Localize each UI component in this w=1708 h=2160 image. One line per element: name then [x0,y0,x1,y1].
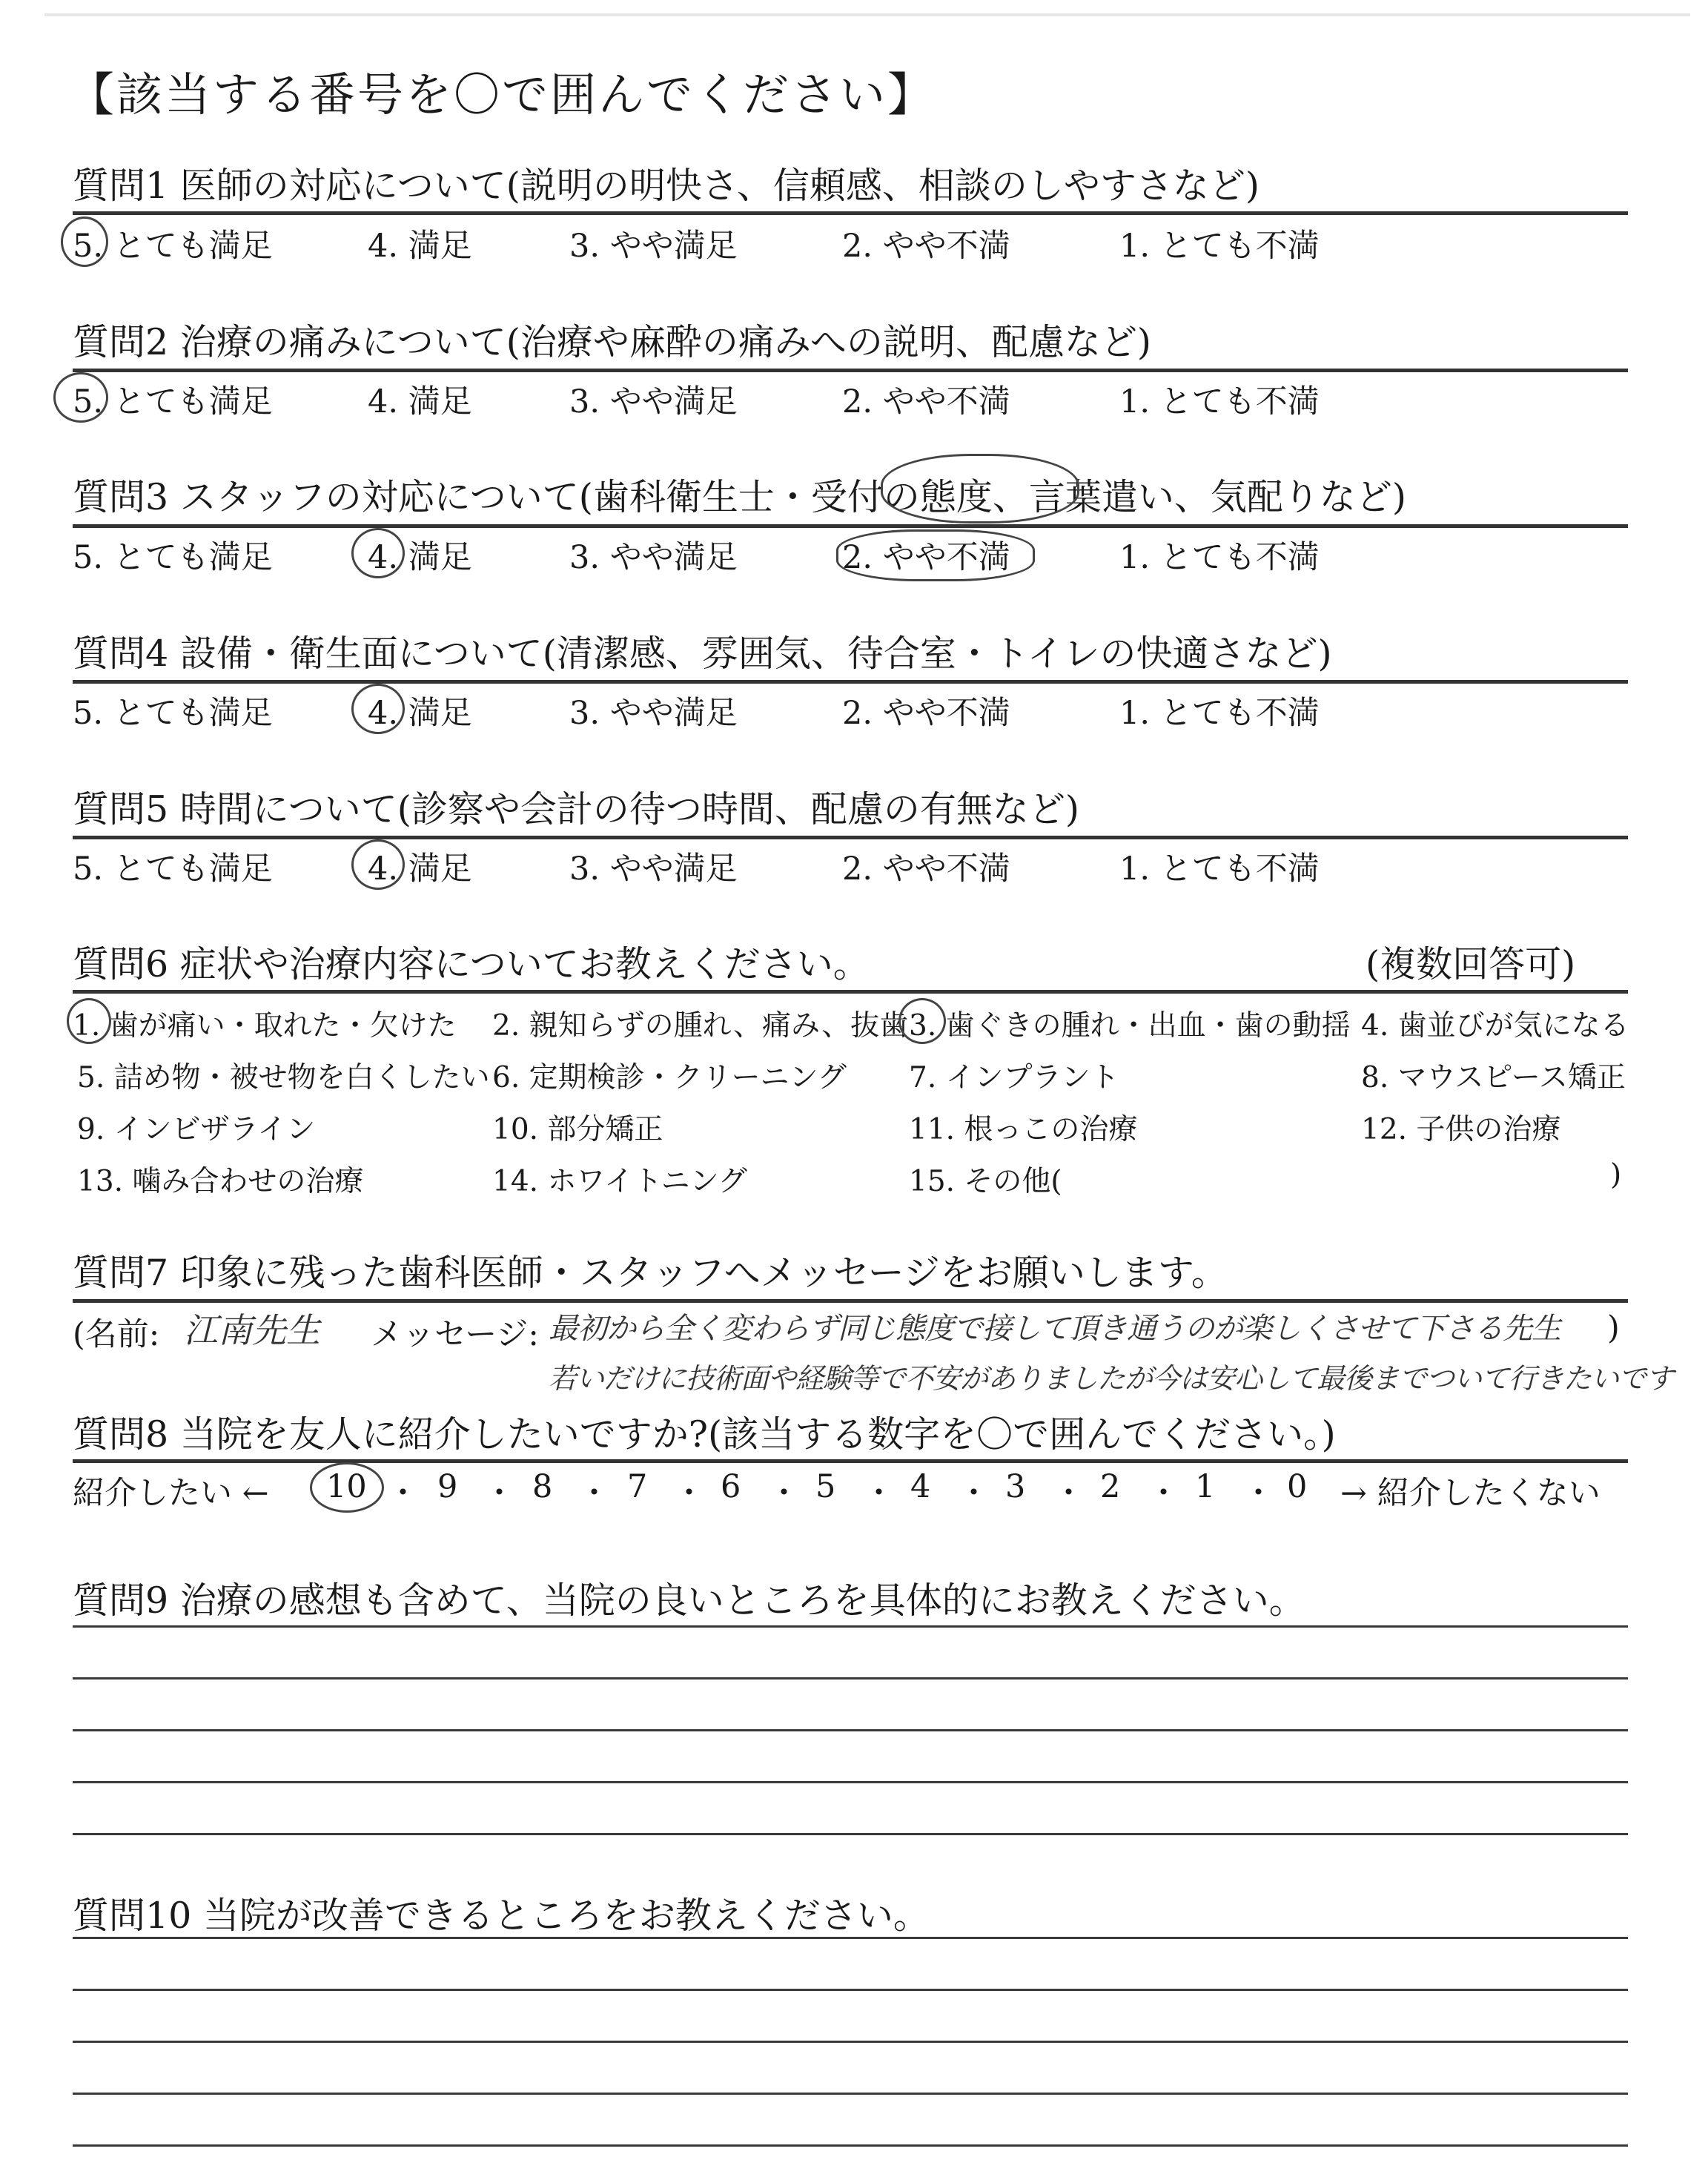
q8-left-label: 紹介したい ← [73,1475,269,1512]
q2-option-3[interactable]: 3. やや満足 [569,383,738,420]
q7-message-label: メッセージ: [371,1316,539,1353]
page-top-edge [44,13,1690,16]
q9-answer-line[interactable] [73,1677,1628,1680]
q10-answer-line[interactable] [73,1937,1628,1939]
q10-answer-line[interactable] [73,2144,1628,2147]
q10-answer-line[interactable] [73,2093,1628,2095]
q8-separator: ・ [863,1475,895,1512]
q6-option-11[interactable]: 11. 根っこの治療 [909,1113,1138,1146]
q4-option-1[interactable]: 1. とても不満 [1119,695,1320,732]
q2-heading: 質問2 治療の痛みについて(治療や麻酔の痛みへの説明、配慮など) [73,321,1152,363]
q8-separator: ・ [483,1475,515,1512]
q8-separator: ・ [578,1475,610,1512]
q6-rule [73,990,1628,994]
q10-answer-line[interactable] [73,1989,1628,1991]
q9-answer-line[interactable] [73,1625,1628,1628]
q7-message-line2[interactable]: 若いだけに技術面や経験等で不安がありましたが今は安心して最後までついて行きたいです [549,1362,1674,1395]
q1-option-4[interactable]: 4. 満足 [368,228,472,265]
q8-number-4[interactable]: 4 [910,1468,931,1505]
q6-multi-answer-note: (複数回答可) [1366,943,1576,985]
q8-right-label: → 紹介したくない [1340,1475,1601,1512]
q9-heading: 質問9 治療の感想も含めて、当院の良いところを具体的にお教えください。 [73,1579,1305,1622]
q8-separator: ・ [768,1475,800,1512]
q5-option-1[interactable]: 1. とても不満 [1119,851,1320,888]
q3-option-2[interactable]: 2. やや不満 [842,539,1010,576]
q1-option-5[interactable]: 5. とても満足 [73,228,273,265]
q10-answer-line[interactable] [73,2041,1628,2043]
q6-heading: 質問6 症状や治療内容についてお教えください。 [73,943,870,985]
q5-option-3[interactable]: 3. やや満足 [569,851,738,888]
q7-message-line1[interactable]: 最初から全く変わらず同じ態度で接して頂き通うのが楽しくさせて下さる先生 [549,1312,1560,1346]
q2-option-4[interactable]: 4. 満足 [368,383,472,420]
q2-option-2[interactable]: 2. やや不満 [842,383,1010,420]
q8-separator: ・ [673,1475,705,1512]
q6-option-5[interactable]: 5. 詰め物・被せ物を白くしたい [77,1061,490,1094]
q8-separator: ・ [1148,1475,1179,1512]
q5-heading: 質問5 時間について(診察や会計の待つ時間、配慮の有無など) [73,788,1080,830]
q8-number-2[interactable]: 2 [1100,1468,1121,1505]
q8-heading: 質問8 当院を友人に紹介したいですか?(該当する数字を〇で囲んでください。) [73,1413,1336,1456]
q6-option-6[interactable]: 6. 定期検診・クリーニング [492,1061,847,1094]
q3-option-3[interactable]: 3. やや満足 [569,539,738,576]
q6-option-9[interactable]: 9. インビザライン [77,1113,316,1146]
q4-rule [73,680,1628,684]
q8-number-8[interactable]: 8 [532,1468,553,1505]
q6-option-12[interactable]: 12. 子供の治療 [1361,1113,1561,1146]
q8-number-7[interactable]: 7 [627,1468,648,1505]
q7-heading: 質問7 印象に残った歯科医師・スタッフへメッセージをお願いします。 [73,1252,1228,1294]
q2-option-5[interactable]: 5. とても満足 [73,383,273,420]
q4-option-3[interactable]: 3. やや満足 [569,695,738,732]
q8-rule [73,1459,1628,1463]
q3-heading: 質問3 スタッフの対応について(歯科衛生士・受付の態度、言葉遣い、気配りなど) [73,476,1407,518]
q9-answer-line[interactable] [73,1781,1628,1783]
q6-option-7[interactable]: 7. インプラント [909,1061,1119,1094]
q6-option-3[interactable]: 3. 歯ぐきの腫れ・出血・歯の動揺 [909,1009,1351,1043]
q8-separator: ・ [1242,1475,1274,1512]
q5-rule [73,836,1628,839]
q7-close-paren: ) [1607,1309,1620,1347]
q2-option-1[interactable]: 1. とても不満 [1119,383,1320,420]
q6-option-1[interactable]: 1. 歯が痛い・取れた・欠けた [73,1009,457,1043]
page-title: 【該当する番号を〇で囲んでください】 [68,67,936,122]
q3-option-5[interactable]: 5. とても満足 [73,539,273,576]
q1-option-1[interactable]: 1. とても不満 [1119,228,1320,265]
q2-rule [73,369,1628,372]
q6-option-15-close: ) [1610,1158,1622,1192]
q8-number-9[interactable]: 9 [437,1468,458,1505]
q9-answer-line[interactable] [73,1729,1628,1731]
q7-rule [73,1299,1628,1303]
q1-option-3[interactable]: 3. やや満足 [569,228,738,265]
q6-option-14[interactable]: 14. ホワイトニング [492,1165,747,1198]
q7-name-label: (名前: [73,1316,160,1353]
q6-option-15[interactable]: 15. その他( [909,1165,1062,1198]
q1-rule [73,211,1628,215]
q8-separator: ・ [387,1475,419,1512]
q5-option-4[interactable]: 4. 満足 [368,851,472,888]
q5-option-2[interactable]: 2. やや不満 [842,851,1010,888]
q6-option-8[interactable]: 8. マウスピース矯正 [1361,1061,1626,1094]
q6-option-13[interactable]: 13. 噛み合わせの治療 [77,1165,364,1198]
q3-rule [73,524,1628,528]
q8-number-0[interactable]: 0 [1287,1468,1308,1505]
q7-name-value[interactable]: 江南先生 [184,1310,320,1350]
q4-heading: 質問4 設備・衛生面について(清潔感、雰囲気、待合室・トイレの快適さなど) [73,633,1332,675]
q4-option-5[interactable]: 5. とても満足 [73,695,273,732]
q6-option-10[interactable]: 10. 部分矯正 [492,1113,663,1146]
q3-option-1[interactable]: 1. とても不満 [1119,539,1320,576]
q8-number-3[interactable]: 3 [1005,1468,1026,1505]
q10-heading: 質問10 当院が改善できるところをお教えください。 [73,1895,930,1937]
q9-answer-line[interactable] [73,1833,1628,1835]
q6-option-2[interactable]: 2. 親知らずの腫れ、痛み、抜歯 [492,1009,909,1043]
q8-separator: ・ [1053,1475,1085,1512]
q4-option-2[interactable]: 2. やや不満 [842,695,1010,732]
q3-option-4[interactable]: 4. 満足 [368,539,472,576]
q1-heading: 質問1 医師の対応について(説明の明快さ、信頼感、相談のしやすさなど) [73,165,1260,207]
q8-number-6[interactable]: 6 [721,1468,741,1505]
q8-separator: ・ [958,1475,990,1512]
q1-option-2[interactable]: 2. やや不満 [842,228,1010,265]
q5-option-5[interactable]: 5. とても満足 [73,851,273,888]
q6-option-4[interactable]: 4. 歯並びが気になる [1361,1009,1629,1043]
q8-number-5[interactable]: 5 [815,1468,836,1505]
q8-number-10[interactable]: 10 [326,1468,367,1505]
q4-option-4[interactable]: 4. 満足 [368,695,472,732]
q8-number-1[interactable]: 1 [1195,1468,1216,1505]
